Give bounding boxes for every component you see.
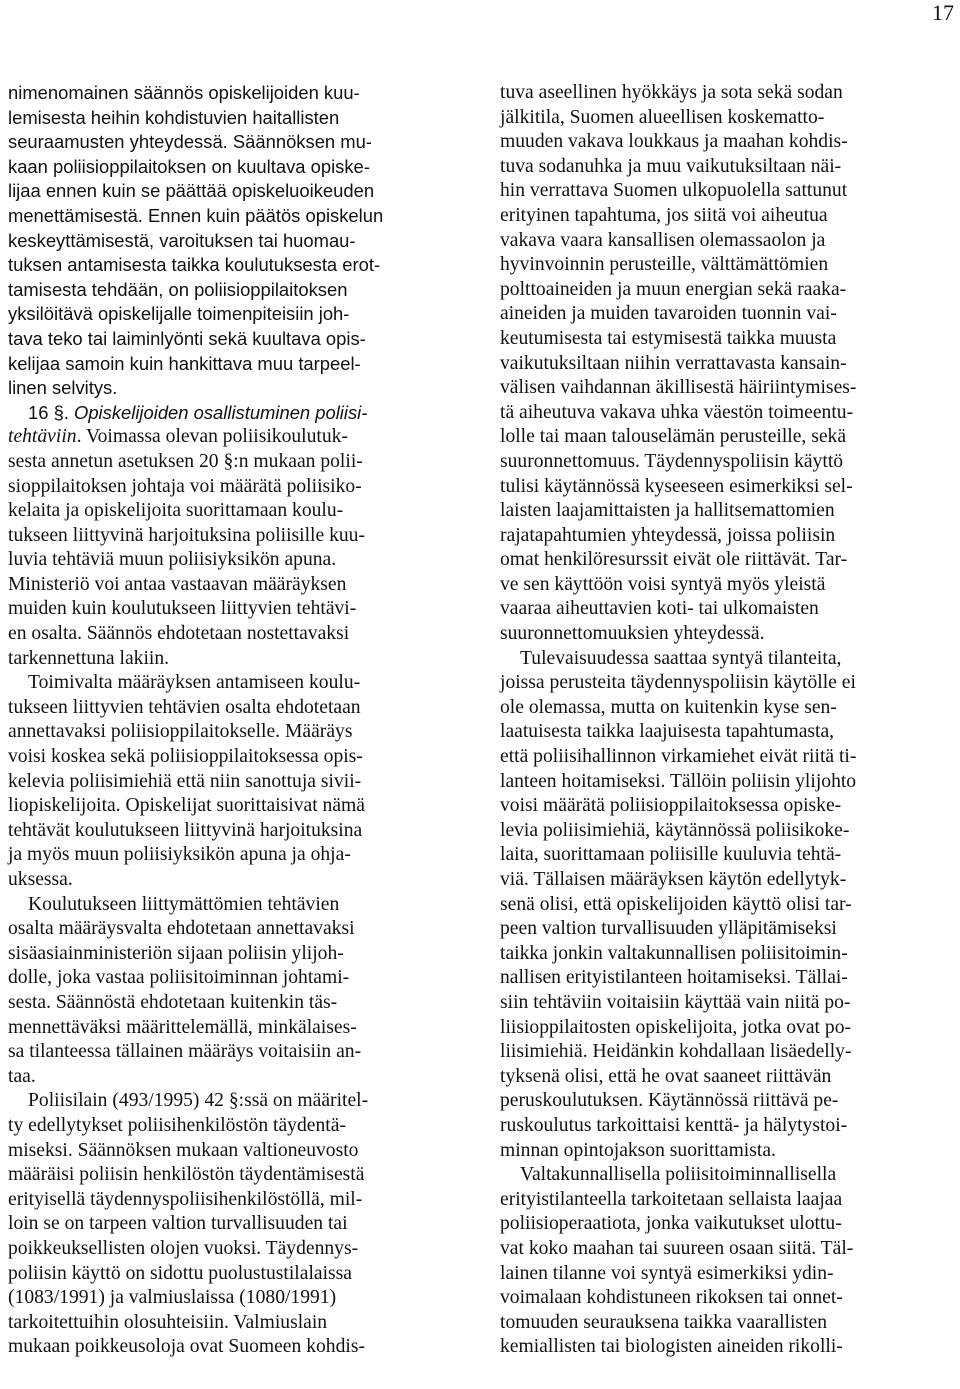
right-text-column: [500, 81, 955, 1360]
text-line: [8, 499, 463, 524]
text-fragment: määräisi poliisin henkilöstön täydentämisestä: [8, 1164, 365, 1186]
text-line: [500, 302, 955, 327]
text-fragment: menettämisestä. Ennen kuin päätös opiskelun: [8, 204, 384, 226]
text-line: [8, 106, 463, 131]
text-fragment: tulisi käytännössä kyseeseen esimerkiksi sel-: [500, 475, 853, 497]
text-line: [8, 1139, 463, 1164]
text-line: [500, 1311, 955, 1336]
text-line: [500, 1286, 955, 1311]
text-line: [8, 1311, 463, 1336]
text-fragment: vat koko maahan tai suureen osaan siitä. Täl-: [500, 1237, 854, 1259]
text-line: [8, 253, 463, 278]
text-line: [8, 573, 463, 598]
text-fragment: dolle, joka vastaa poliisitoiminnan johtami-: [8, 967, 350, 989]
text-fragment: aineiden ja muiden tavaroiden tuonnin vai-: [500, 303, 837, 325]
text-fragment: sesta. Säännöstä ehdotetaan kuitenkin täs-: [8, 991, 338, 1013]
text-fragment: annettavaksi poliisioppilaitokselle. Määräys: [8, 721, 353, 743]
text-fragment: Valtakunnallisella poliisitoiminnallisella: [520, 1164, 837, 1186]
text-line: [500, 229, 955, 254]
text-fragment: laisten laajamittaisten ja hallitsemattomien: [500, 500, 835, 522]
text-line: [500, 499, 955, 524]
text-line: [500, 524, 955, 549]
text-line: [500, 819, 955, 844]
text-line: [500, 1040, 955, 1065]
text-line: [500, 720, 955, 745]
text-line: [500, 106, 955, 131]
text-line: [8, 991, 463, 1016]
text-fragment: ole olemassa, mutta on kuitenkin kyse sen-: [500, 696, 837, 718]
text-fragment: linen selvitys.: [8, 377, 118, 399]
text-line: [8, 524, 463, 549]
text-line: [8, 1089, 463, 1114]
text-line: [8, 302, 463, 327]
text-line: [8, 966, 463, 991]
text-fragment: taikka jonkin valtakunnallisen poliisitoimin-: [500, 942, 848, 964]
text-fragment: tuksen antamisesta taikka koulutuksesta erot-: [8, 254, 381, 276]
text-fragment: senä olisi, että opiskelijoiden käyttö olisi tar-: [500, 893, 852, 915]
text-line: [8, 1212, 463, 1237]
text-line: [500, 647, 955, 672]
text-line: [500, 352, 955, 377]
text-fragment: tukseen liittyvien tehtävien osalta ehdotetaan: [8, 696, 361, 718]
text-line: [8, 204, 463, 229]
text-line: [500, 475, 955, 500]
text-fragment: loin se on tarpeen valtion turvallisuuden tai: [8, 1213, 348, 1235]
text-fragment: vaaraa aiheuttavien koti- tai ulkomaisten: [500, 598, 819, 620]
text-line: [8, 1286, 463, 1311]
text-fragment: keskeyttämisestä, varoituksen tai huomau-: [8, 229, 356, 251]
text-fragment: polttoaineiden ja muun energian sekä raaka-: [500, 278, 847, 300]
text-fragment: tomuuden seurauksena taikka vaarallisten: [500, 1311, 827, 1333]
text-line: [500, 253, 955, 278]
text-fragment: ruskoulutus tarkoittaisi kenttä- ja hälytystoi-: [500, 1114, 848, 1136]
text-line: [500, 425, 955, 450]
text-fragment: tarkoitettuihin olosuhteisiin. Valmiuslain: [8, 1311, 328, 1333]
text-fragment: seuraamusten yhteydessä. Säännöksen mu-: [8, 131, 372, 153]
text-line: [8, 425, 463, 450]
text-fragment: lemisesta heihin kohdistuvien haitallisten: [8, 106, 340, 128]
text-line: [500, 1262, 955, 1287]
text-line: [8, 720, 463, 745]
text-fragment: hin verrattava Suomen ulkopuolella sattunut: [500, 180, 848, 202]
text-line: [500, 401, 955, 426]
text-line: [8, 647, 463, 672]
text-line: [500, 376, 955, 401]
text-fragment: Koulutukseen liittymättömien tehtävien: [28, 893, 340, 915]
text-line: [500, 204, 955, 229]
text-fragment: ty edellytykset poliisihenkilöstön täydentä-: [8, 1114, 346, 1136]
text-fragment: lainen tilanne voi syntyä esimerkiksi ydin-: [500, 1262, 834, 1284]
text-line: [8, 81, 463, 106]
text-line: [8, 942, 463, 967]
text-fragment: keutumisesta tai estymisestä taikka muusta: [500, 327, 837, 349]
text-fragment: luvia tehtäviä muun poliisiyksikön apuna.: [8, 549, 337, 571]
text-line: [8, 1016, 463, 1041]
text-fragment: poikkeuksellisten olojen vuoksi. Täydennys-: [8, 1237, 359, 1259]
text-fragment: erityistilanteella tarkoitetaan sellaista laajaa: [500, 1188, 843, 1210]
text-fragment: peruskoulutuksen. Käytännössä riittävä pe-: [500, 1090, 839, 1112]
text-fragment: poliisioperaatiota, jonka vaikutukset ulottu-: [500, 1213, 842, 1235]
text-line: [500, 622, 955, 647]
text-line: [500, 1089, 955, 1114]
text-fragment: sisäasiainministeriön sijaan poliisin ylijoh-: [8, 942, 344, 964]
text-line: [8, 229, 463, 254]
text-fragment: sa tilanteessa tällainen määräys voitaisiin an-: [8, 1041, 362, 1063]
text-fragment: tehtävät koulutukseen liittyvinä harjoituksina: [8, 819, 363, 841]
text-line: [8, 475, 463, 500]
text-fragment: suuronnettomuus. Täydennyspoliisin käyttö: [500, 450, 844, 472]
text-fragment: osalta määräysvalta ehdotetaan annettavaksi: [8, 918, 355, 940]
text-line: [500, 1237, 955, 1262]
text-line: [500, 991, 955, 1016]
text-line: [8, 893, 463, 918]
text-line: [500, 917, 955, 942]
text-line: [500, 671, 955, 696]
text-fragment: ve sen käyttöön voisi syntyä myös yleistä: [500, 573, 826, 595]
text-fragment: tamisesta tehdään, on poliisioppilaitoksen: [8, 278, 348, 300]
text-fragment: en osalta. Säännös ehdotetaan nostettavaksi: [8, 623, 350, 645]
text-fragment: välisen vaihdannan äkillisestä häiriintymises-: [500, 377, 857, 399]
text-line: [8, 155, 463, 180]
text-fragment: viä. Tällaisen määräyksen käytön edellytyk-: [500, 869, 847, 890]
page-number: 17: [932, 0, 954, 25]
text-fragment: levia poliisimiehiä, käytännössä poliisikoke-: [500, 819, 850, 841]
text-line: [8, 278, 463, 303]
text-fragment: erityisellä täydennyspoliisihenkilöstöllä, mil-: [8, 1188, 363, 1210]
text-line: [8, 1335, 463, 1360]
left-text-column: [8, 81, 463, 1360]
text-fragment: minnan opintojakson suorittamista.: [500, 1139, 776, 1161]
text-fragment: ja myös muun poliisiyksikön apuna ja ohja-: [8, 844, 351, 866]
text-fragment: poliisin käyttö on sidottu puolustustilalaissa: [8, 1262, 352, 1284]
text-line: [8, 868, 463, 893]
text-fragment: yksilöitävä opiskelijalle toimenpiteisiin joh-: [8, 303, 350, 325]
text-line: [8, 1114, 463, 1139]
text-fragment: muiden kuin koulutukseen liittyvien tehtävi-: [8, 598, 357, 620]
text-line: [8, 1163, 463, 1188]
text-line: [500, 597, 955, 622]
text-fragment: voimalaan kohdistuneen rikoksen tai onnet-: [500, 1287, 843, 1309]
text-fragment: tukseen liittyvinä harjoituksina poliisille kuu-: [8, 524, 365, 546]
text-line: [8, 1188, 463, 1213]
text-fragment: Tulevaisuudessa saattaa syntyä tilanteita,: [520, 647, 842, 669]
text-line: [8, 548, 463, 573]
text-line: [500, 327, 955, 352]
text-line: [500, 1335, 955, 1360]
text-fragment: liisioppilaitosten opiskelijoita, jotka ovat po-: [500, 1016, 852, 1038]
text-fragment: nallisen erityistilanteen hoitamiseksi. Tällai-: [500, 967, 848, 989]
text-fragment: Toimivalta määräyksen antamiseen koulu-: [28, 672, 361, 694]
text-line: [8, 450, 463, 475]
text-line: [8, 745, 463, 770]
text-fragment: nimenomainen säännös opiskelijoiden kuu-: [8, 82, 360, 103]
section-heading: tehtäviin: [8, 426, 77, 448]
text-line: [500, 573, 955, 598]
text-line: [8, 401, 463, 426]
text-line: [500, 179, 955, 204]
text-line: [500, 696, 955, 721]
text-fragment: lolle tai maan talouselämän perusteille, sekä: [500, 426, 847, 448]
text-fragment: peen valtion turvallisuuden ylläpitämiseksi: [500, 918, 837, 940]
text-line: [8, 843, 463, 868]
text-fragment: kelaita ja opiskelijoita suorittamaan koulu-: [8, 500, 344, 522]
text-fragment: tarkennettuna lakiin.: [8, 647, 170, 669]
text-fragment: 16 §.: [28, 401, 75, 423]
text-line: [8, 671, 463, 696]
text-line: [8, 327, 463, 352]
text-line: [8, 597, 463, 622]
text-fragment: lanteen hoitamiseksi. Tällöin poliisin ylijohto: [500, 770, 857, 792]
text-line: [8, 696, 463, 721]
text-fragment: miseksi. Säännöksen mukaan valtioneuvosto: [8, 1139, 359, 1161]
text-fragment: suuronnettomuuksien yhteydessä.: [500, 623, 765, 645]
text-fragment: siin tehtäviin voitaisiin käyttää vain niitä po-: [500, 991, 851, 1013]
text-fragment: sesta annetun asetuksen 20 §:n mukaan polii-: [8, 450, 363, 472]
text-line: [500, 1016, 955, 1041]
text-line: [500, 868, 955, 893]
section-heading: Opiskelijoiden osallistuminen poliisi-: [74, 401, 368, 423]
text-fragment: hyvinvoinnin perusteille, välttämättömien: [500, 254, 829, 276]
text-fragment: voisi määrätä poliisioppilaitoksessa opiske-: [500, 795, 842, 817]
text-fragment: muuden vakava loukkaus ja maahan kohdis-: [500, 131, 848, 153]
text-line: [500, 745, 955, 770]
text-fragment: tä aiheutuva vakava uhka väestön toimeentu-: [500, 401, 854, 423]
text-line: [8, 819, 463, 844]
text-fragment: laita, suorittamaan poliisille kuuluvia tehtä-: [500, 844, 842, 866]
text-fragment: mennettäväksi määrittelemällä, minkälaises-: [8, 1016, 357, 1038]
text-line: [500, 966, 955, 991]
text-fragment: liisimiehiä. Heidänkin kohdallaan lisäedelly-: [500, 1041, 852, 1063]
text-fragment: tava teko tai laiminlyönti sekä kuultava opis-: [8, 327, 366, 349]
text-line: [500, 843, 955, 868]
text-line: [8, 794, 463, 819]
text-fragment: tuva aseellinen hyökkäys ja sota sekä sodan: [500, 82, 843, 103]
text-fragment: taa.: [8, 1065, 36, 1087]
text-fragment: lijaa ennen kuin se päättää opiskeluoikeuden: [8, 180, 375, 202]
text-line: [500, 1065, 955, 1090]
text-fragment: liopiskelijoita. Opiskelijat suorittaisivat nämä: [8, 795, 365, 817]
text-fragment: . Voimassa olevan poliisikoulutuk-: [76, 426, 348, 448]
text-line: [500, 794, 955, 819]
text-fragment: että poliisihallinnon virkamiehet eivät riitä ti-: [500, 746, 857, 768]
text-fragment: sioppilaitoksen johtaja voi määrätä poliisiko-: [8, 475, 362, 497]
text-line: [500, 130, 955, 155]
text-fragment: mukaan poikkeusoloja ovat Suomeen kohdis-: [8, 1336, 365, 1358]
text-fragment: kemiallisten tai biologisten aineiden rikolli-: [500, 1336, 843, 1358]
text-line: [8, 770, 463, 795]
text-fragment: vaikutuksiltaan niihin verrattavasta kansain-: [500, 352, 847, 374]
text-line: [500, 155, 955, 180]
text-fragment: Poliisilain (493/1995) 42 §:ssä on määritel-: [28, 1090, 369, 1112]
text-line: [500, 1114, 955, 1139]
text-fragment: vakava vaara kansallisen olemassaolon ja: [500, 229, 826, 251]
text-fragment: Ministeriö voi antaa vastaavan määräyksen: [8, 573, 347, 595]
text-fragment: omat henkilöresurssit eivät ole riittävät. Tar-: [500, 549, 848, 571]
text-fragment: laatuisesta taikka laajuisesta tapahtumasta,: [500, 721, 835, 743]
text-fragment: rajatapahtumien yhteydessä, joissa poliisin: [500, 524, 836, 546]
text-line: [500, 893, 955, 918]
text-line: [500, 770, 955, 795]
text-line: [8, 1262, 463, 1287]
text-line: [8, 352, 463, 377]
text-fragment: uksessa.: [8, 869, 73, 890]
text-fragment: kelijaa samoin kuin hankittava muu tarpeel-: [8, 352, 361, 374]
text-fragment: erityinen tapahtuma, jos siitä voi aiheutua: [500, 204, 828, 226]
text-line: [500, 942, 955, 967]
text-line: [8, 1237, 463, 1262]
text-line: [500, 1188, 955, 1213]
text-fragment: voisi koskea sekä poliisioppilaitoksessa opis-: [8, 746, 363, 768]
text-line: [500, 548, 955, 573]
text-line: [8, 917, 463, 942]
text-line: [500, 81, 955, 106]
text-fragment: tyksenä olisi, että he ovat saaneet riittävän: [500, 1065, 832, 1087]
text-line: [500, 278, 955, 303]
text-line: [8, 1065, 463, 1090]
text-line: [8, 1040, 463, 1065]
text-fragment: (1083/1991) ja valmiuslaissa (1080/1991): [8, 1287, 337, 1309]
text-line: [500, 1163, 955, 1188]
text-line: [8, 130, 463, 155]
text-line: [500, 450, 955, 475]
text-line: [8, 622, 463, 647]
text-fragment: tuva sodanuhka ja muu vaikutuksiltaan näi-: [500, 155, 842, 177]
text-line: [8, 179, 463, 204]
text-line: [8, 376, 463, 401]
text-fragment: joissa perusteita täydennyspoliisin käytölle ei: [500, 672, 856, 694]
text-fragment: jälkitila, Suomen alueellisen koskematto-: [500, 106, 825, 128]
text-line: [500, 1212, 955, 1237]
text-fragment: kelevia poliisimiehiä että niin sanottuja sivii-: [8, 770, 362, 792]
text-fragment: kaan poliisioppilaitoksen on kuultava opiske-: [8, 155, 370, 177]
text-line: [500, 1139, 955, 1164]
